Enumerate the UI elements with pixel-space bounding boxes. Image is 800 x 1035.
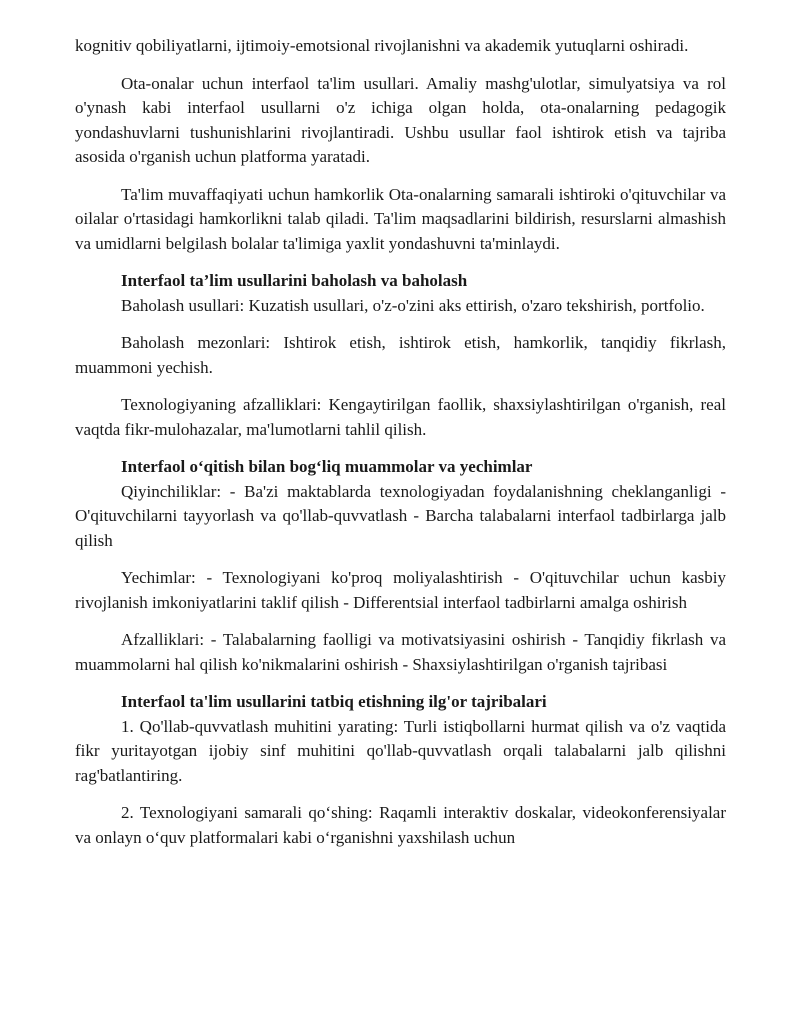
paragraph-challenges: Qiyinchiliklar: - Ba'zi maktablarda texnologiyadan foydalanishning cheklanganligi - O'qituvchilarni tayyorlash va qo'llab-quvvatlash - Barcha talabalarni interfaol tadbirlarga jalb qilish [75,481,726,550]
heading-challenges: Interfaol o‘qitish bilan bog‘liq muammolar va yechimlar [121,457,533,476]
paragraph-practice-1: 1. Qo'llab-quvvatlash muhitini yarating: Turli istiqbollarni hurmat qilish va o'z vaqtida fikr yuritayotgan ijobiy sinf muhitini qo'llab-quvvatlash orqali talabalarni jalb qilishni rag'batlantiring. [75,716,726,785]
paragraph-advantages: Afzalliklari: - Talabalarning faolligi va motivatsiyasini oshirish - Tanqidiy fikrlash va muammolarni hal qilish ko'nikmalarini oshirish - Shaxsiylashtirilgan o'rganish tajribasi [75,630,726,674]
heading-assessment: Interfaol ta’lim usullarini baholash va baholash [121,271,468,290]
paragraph-practice-2: 2. Texnologiyani samarali qo‘shing: Raqamli interaktiv doskalar, videokonferensiyalar va onlayn o‘quv platformalari kabi o‘rganishni yaxshilash uchun [75,803,726,847]
paragraph-parents-methods: Ota-onalar uchun interfaol ta'lim usullari. Amaliy mashg'ulotlar, simulyatsiya va rol o'ynash kabi interfaol usullarni o'z ichiga olgan holda, ota-onalarning pedagogik yondashuvlarni tushunishlarini rivojlantiradi. Ushbu usullar faol ishtirok etish va tajriba asosida o'rganish uchun platforma yaratadi. [75,73,726,166]
paragraph-technology-benefits: Texnologiyaning afzalliklari: Kengaytirilgan faollik, shaxsiylashtirilgan o'rganish, real vaqtda fikr-mulohazalar, ma'lumotlarni tahlil qilish. [75,395,726,439]
paragraph-collaboration: Ta'lim muvaffaqiyati uchun hamkorlik Ota-onalarning samarali ishtiroki o'qituvchilar va oilalar o'rtasidagi hamkorlikni talab qiladi. Ta'lim maqsadlarini bildirish, resurslarni almashish va umidlarni belgilash bolalar ta'limiga yaxlit yondashuvni ta'minlaydi. [75,184,726,253]
paragraph-solutions: Yechimlar: - Texnologiyani ko'proq moliyalashtirish - O'qituvchilar uchun kasbiy rivojlanish imkoniyatlarini taklif qilish - Differentsial interfaol tadbirlarni amalga oshirish [75,568,726,612]
paragraph-intro-continuation: kognitiv qobiliyatlarni, ijtimoiy-emotsional rivojlanishni va akademik yutuqlarni oshiradi. [75,36,689,55]
paragraph-assessment-criteria: Baholash mezonlari: Ishtirok etish, ishtirok etish, hamkorlik, tanqidiy fikrlash, muammoni yechish. [75,333,726,377]
heading-best-practices: Interfaol ta'lim usullarini tatbiq etishning ilg'or tajribalari [121,692,547,711]
document-page [75,34,726,850]
paragraph-assessment-methods: Baholash usullari: Kuzatish usullari, o'z-o'zini aks ettirish, o'zaro tekshirish, portfolio. [121,295,705,315]
